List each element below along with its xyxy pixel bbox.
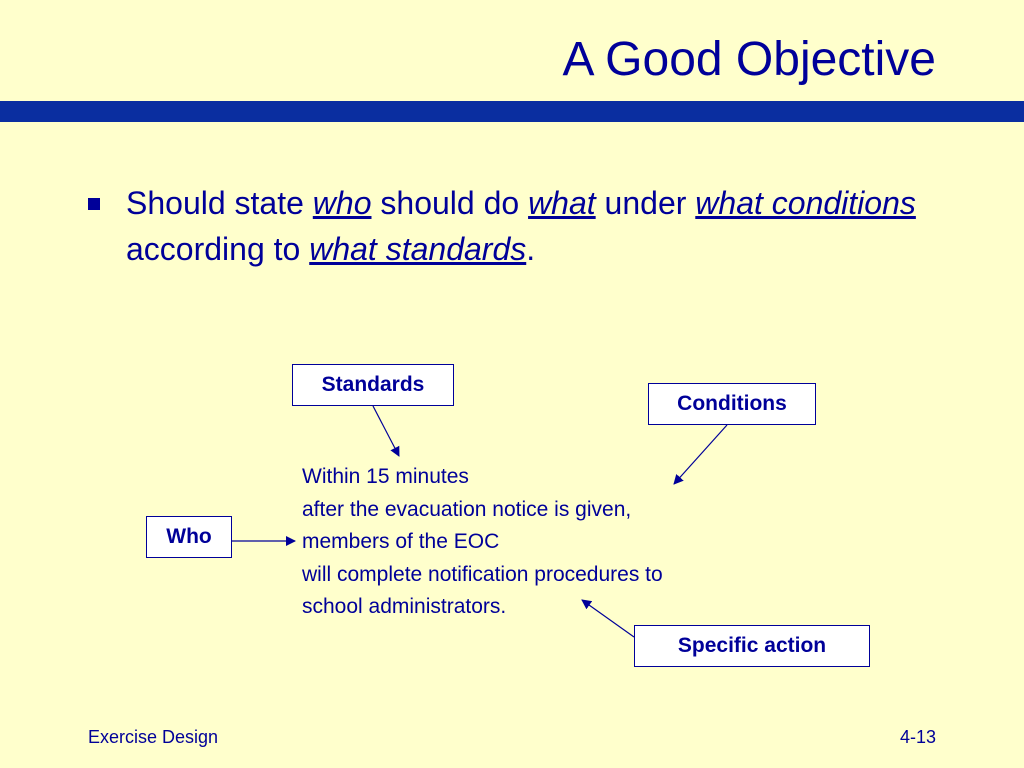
bullet-text-part: Should state	[126, 185, 313, 221]
bullet-text-part: .	[526, 231, 536, 267]
keyword-what-standards: what standards	[309, 231, 527, 267]
example-line: school administrators.	[302, 595, 507, 618]
footer-page-number: 4-13	[899, 727, 936, 747]
keyword-who: who	[312, 185, 372, 221]
slide-title: A Good Objective	[562, 33, 936, 86]
example-line: after the evacuation notice is given,	[302, 497, 632, 521]
example-line: Within 15 minutes	[302, 465, 469, 488]
keyword-what: what	[528, 185, 596, 221]
bullet-text-part: under	[595, 185, 696, 221]
who-label-box: Who	[146, 516, 232, 558]
conditions-label-box: Conditions	[648, 383, 816, 425]
specific-action-label-box: Specific action	[634, 625, 870, 667]
standards-label-box: Standards	[292, 364, 454, 406]
example-line: members of the EOC	[302, 530, 500, 553]
example-line: will complete notification procedures to	[302, 562, 663, 586]
footer-course-name: Exercise Design	[88, 727, 219, 747]
standards-arrow	[373, 406, 399, 456]
bullet-text-part: should do	[371, 185, 529, 221]
specific-action-arrow	[582, 600, 634, 637]
conditions-arrow	[674, 425, 727, 484]
bullet-text-part: according to	[126, 231, 310, 267]
keyword-what-conditions: what conditions	[695, 185, 916, 221]
